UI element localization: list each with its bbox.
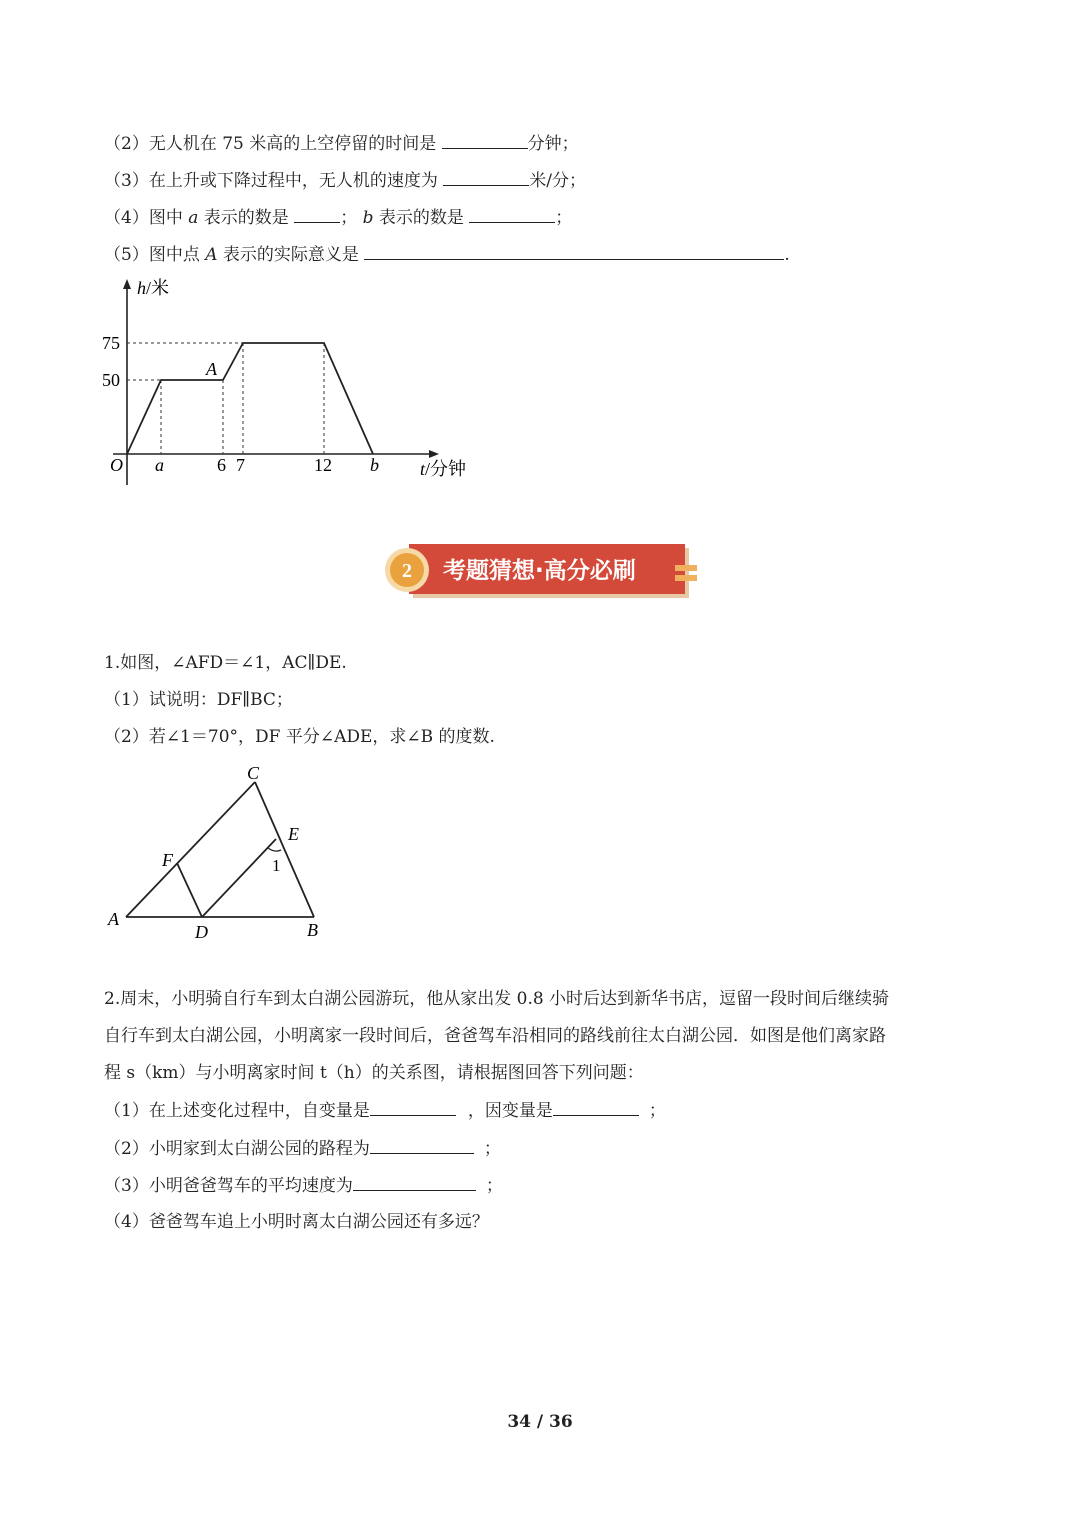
height-series-line: [127, 343, 373, 454]
triangle-figure: [100, 760, 340, 945]
ytick-50: 50: [102, 370, 120, 390]
label-D: D: [195, 922, 208, 942]
banner-stripe: [675, 575, 697, 581]
q1-sub1: （1）试说明：DF∥BC；: [104, 690, 293, 710]
q2-sub2: （2）小明家到太白湖公园的路程为 ；: [104, 1139, 501, 1159]
height-time-chart: [95, 275, 485, 490]
q2-sub1: （1）在上述变化过程中，自变量是 ，因变量是 ；: [104, 1101, 666, 1121]
answer-blank[interactable]: [370, 1137, 474, 1154]
banner-number: 2: [402, 560, 412, 582]
guide-lines: [127, 343, 324, 454]
ytick-75: 75: [102, 333, 120, 353]
label-B: B: [307, 920, 318, 940]
angle-1-arc: [268, 848, 281, 851]
q2-sub4: （4）爸爸驾车追上小明时离太白湖公园还有多远？: [104, 1212, 489, 1232]
label-1: 1: [272, 856, 281, 875]
q1-stem: 1.如图，∠AFD＝∠1，AC∥DE.: [104, 653, 347, 673]
answer-blank[interactable]: [370, 1099, 456, 1116]
x-axis-arrow: [429, 450, 439, 458]
xtick-12: 12: [314, 455, 332, 475]
q2-stem-line-1: 2.周末，小明骑自行车到太白湖公园游玩，他从家出发 0.8 小时后达到新华书店，逗留一段时间后继续骑: [104, 989, 890, 1009]
segment-DE: [202, 839, 276, 917]
point-A-label: A: [206, 359, 217, 379]
x-axis-label: t/分钟: [420, 459, 467, 479]
label-E: E: [288, 824, 299, 844]
banner-stripe: [675, 565, 697, 571]
y-axis-label: h/米: [137, 278, 170, 298]
origin-label: O: [110, 455, 123, 475]
q2-stem-line-2: 自行车到太白湖公园，小明离家一段时间后，爸爸驾车沿相同的路线前往太白湖公园．如图是他们离家路: [104, 1026, 886, 1046]
segment-FD: [177, 863, 202, 917]
label-F: F: [162, 850, 173, 870]
xtick-b: b: [370, 455, 379, 475]
answer-blank[interactable]: [443, 169, 529, 186]
q2-sub3: （3）小明爸爸驾车的平均速度为 ；: [104, 1176, 503, 1196]
section-banner: [383, 541, 703, 601]
segment-AC: [126, 782, 255, 917]
answer-blank[interactable]: [469, 206, 555, 223]
segment-CB: [255, 782, 314, 917]
question-line-3: （3）在上升或下降过程中，无人机的速度为 米/分；: [104, 171, 586, 191]
y-axis-arrow: [123, 279, 131, 289]
xtick-7: 7: [236, 455, 245, 475]
answer-blank[interactable]: [553, 1099, 639, 1116]
answer-blank[interactable]: [294, 206, 340, 223]
question-line-5: （5）图中点 A 表示的实际意义是 .: [104, 245, 790, 265]
q1-sub2: （2）若∠1＝70°，DF 平分∠ADE，求∠B 的度数.: [104, 727, 495, 747]
page-number: 34 / 36: [507, 1412, 573, 1432]
question-line-2: （2）无人机在 75 米高的上空停留的时间是 分钟；: [104, 134, 579, 154]
answer-blank[interactable]: [364, 243, 784, 260]
question-line-4: （4）图中 a 表示的数是 ； b 表示的数是 ；: [104, 208, 573, 228]
label-C: C: [247, 763, 260, 783]
answer-blank[interactable]: [353, 1174, 476, 1191]
banner-title: 考题猜想·高分必刷: [443, 558, 636, 584]
xtick-6: 6: [217, 455, 226, 475]
xtick-a: a: [155, 455, 164, 475]
label-A: A: [108, 909, 119, 929]
answer-blank[interactable]: [442, 132, 528, 149]
q2-stem-line-3: 程 s（km）与小明离家时间 t（h）的关系图，请根据图回答下列问题：: [104, 1063, 644, 1083]
